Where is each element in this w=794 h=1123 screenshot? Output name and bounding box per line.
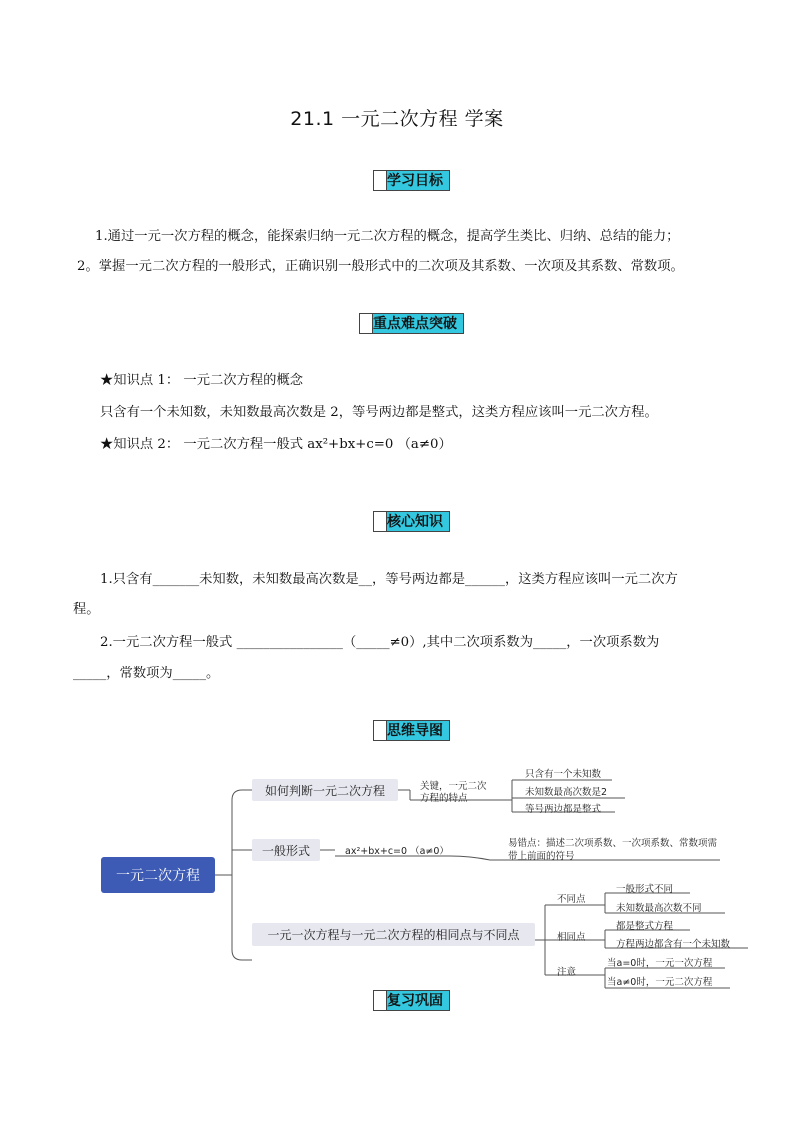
mindmap-leaf-3: 等号两边都是整式 [525, 804, 602, 815]
mindmap-key-line-2: 方程的特点 [420, 793, 468, 804]
mindmap-note-item-2: 当a≠0时，一元二次方程 [607, 977, 713, 988]
mindmap-branch-compare: 一元一次方程与一元二次方程的相同点与不同点 [252, 923, 535, 946]
section-goals-label: 学习目标 [387, 173, 443, 189]
knowledge-point-1: ★知识点 1： 一元二次方程的概念 [100, 373, 304, 388]
section-mindmap-label: 思维导图 [387, 723, 443, 739]
core-question-2-line-2: _____，常数项为_____。 [73, 666, 220, 681]
mindmap-note-line-2: 带上前面的符号 [508, 851, 575, 862]
mindmap-same-item-2: 方程两边都含有一个未知数 [616, 939, 731, 950]
core-question-1-line-1: 1.只含有_______未知数，未知数最高次数是__，等号两边都是______，这类方程应该叫一元二次方 [100, 572, 678, 587]
section-marker [374, 991, 387, 1010]
mindmap-diff-item-2: 未知数最高次数不同 [616, 903, 702, 914]
section-review-label: 复习巩固 [387, 993, 443, 1009]
mindmap-branch-general-form: 一般形式 [252, 839, 320, 861]
mindmap-diff-label: 不同点 [557, 894, 586, 905]
mindmap-note-item-1: 当a=0时，一元一次方程 [607, 958, 713, 969]
section-key-points-label: 重点难点突破 [373, 316, 457, 332]
mindmap-key-line-1: 关键，一元二次 [420, 781, 487, 792]
core-question-1-line-2: 程。 [73, 602, 100, 617]
section-review-header [373, 990, 450, 1011]
mindmap-formula: ax²+bx+c=0 （a≠0） [345, 846, 449, 857]
mindmap-same-label: 相同点 [557, 932, 586, 943]
knowledge-point-1-desc: 只含有一个未知数，未知数最高次数是 2，等号两边都是整式，这类方程应该叫一元二次方程。 [100, 405, 658, 420]
goals-line-2: 2。掌握一元二次方程的一般形式，正确识别一般形式中的二次项及其系数、一次项及其系数、常数项。 [77, 259, 684, 274]
knowledge-point-2: ★知识点 2： 一元二次方程一般式 ax²+bx+c=0 （a≠0） [100, 437, 452, 452]
mindmap-root: 一元二次方程 [101, 857, 215, 893]
mindmap-diff-item-1: 一般形式不同 [616, 884, 674, 895]
page-title: 21.1 一元二次方程 学案 [290, 108, 504, 130]
mindmap-note-line-1: 易错点：描述二次项系数、一次项系数、常数项需 [508, 838, 718, 849]
mindmap-leaf-2: 未知数最高次数是2 [525, 787, 608, 798]
section-core-label: 核心知识 [387, 514, 443, 530]
mindmap-note-label: 注意 [557, 967, 577, 978]
mindmap-same-item-1: 都是整式方程 [616, 921, 674, 932]
goals-line-1: 1.通过一元一次方程的概念，能探索归纳一元二次方程的概念，提高学生类比、归纳、总结的能力； [95, 229, 680, 244]
mindmap-leaf-1: 只含有一个未知数 [525, 769, 602, 780]
core-question-2-line-1: 2.一元二次方程一般式 ________________（_____≠0）,其中二次项系数为_____，一次项系数为 [100, 635, 660, 650]
mindmap-branch-judge: 如何判断一元二次方程 [252, 779, 398, 801]
